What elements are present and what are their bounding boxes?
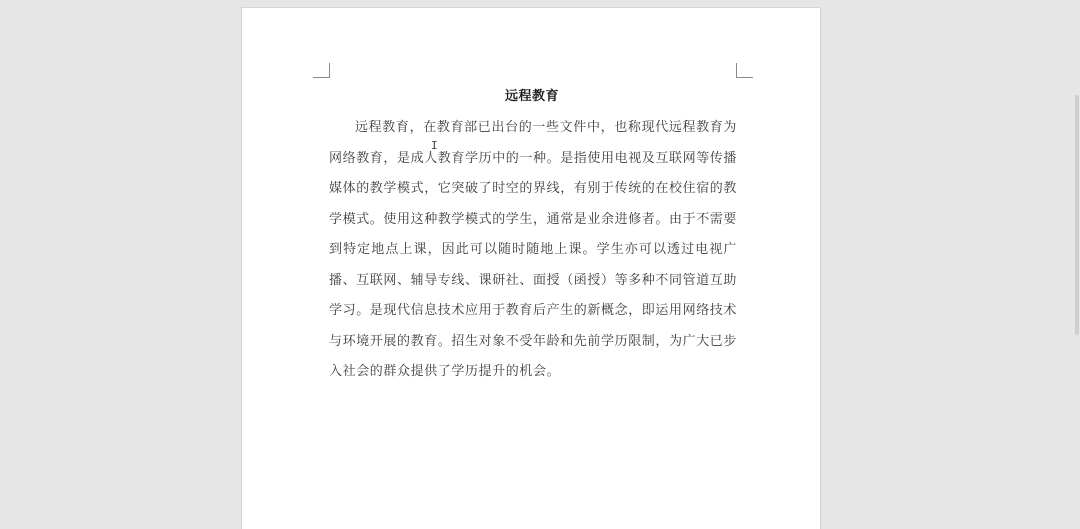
scrollbar-thumb[interactable] bbox=[1075, 95, 1079, 335]
i-beam-cursor-icon: I bbox=[431, 139, 438, 152]
document-title[interactable]: 远程教育 bbox=[504, 89, 559, 104]
document-page[interactable] bbox=[241, 7, 821, 529]
margin-corner-top-right bbox=[736, 63, 753, 78]
vertical-scrollbar[interactable] bbox=[1074, 0, 1080, 529]
margin-corner-top-left bbox=[313, 63, 330, 78]
document-body-paragraph[interactable]: 远程教育，在教育部已出台的一些文件中，也称现代远程教育为网络教育，是成人教育学历中的一种。是指使用电视及互联网等传播媒体的教学模式，它突破了时空的界线，有别于传统的在校住宿的教学模式。使用这种教学模式的学生，通常是业余进修者。由于不需要到特定地点上课，因此可以随时随地上课。学生亦可以透过电视广播、互联网、辅导专线、课研社、面授（函授）等多种不同管道互助学习。是现代信息技术应用于教育后产生的新概念，即运用网络技术与环境开展的教育。招生对象不受年龄和先前学历限制，为广大已步入社会的群众提供了学历提升的机会。 bbox=[329, 120, 738, 379]
